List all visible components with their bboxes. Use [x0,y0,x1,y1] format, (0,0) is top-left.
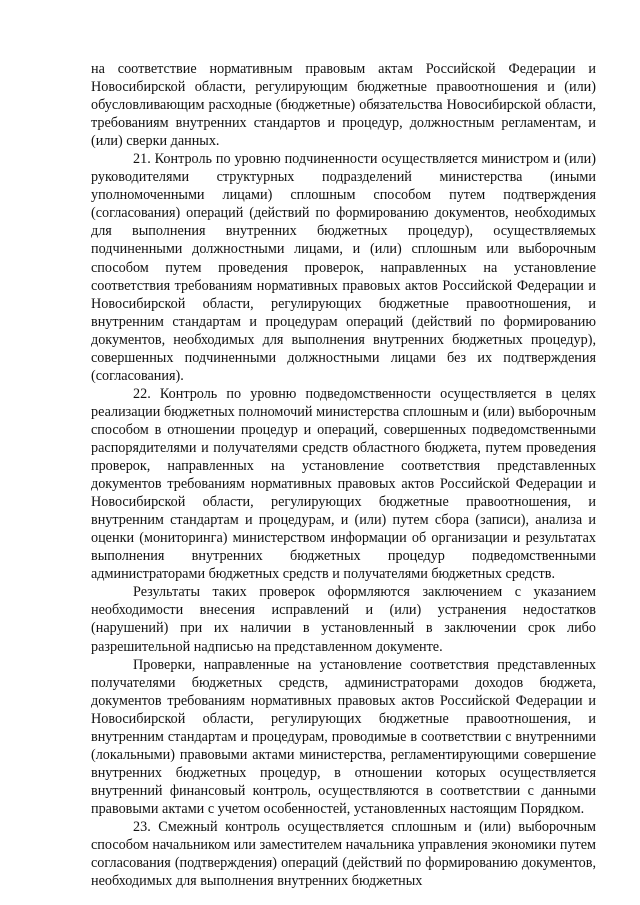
paragraph-21-subordination-control: 21. Контроль по уровню подчиненности осуществляется министром и (или) руководителями структурных подразделений министерства (иными уполномоченными лицами) сплошным способом путем подтверждения (согласования) операций (действий по формированию документов, необходимых для выполнения внутренних бюджетных процедур), осуществляемых подчиненными должностными лицами, и (или) сплошным или выборочным способом путем проведения проверок, направленных на установление соответствия требованиям нормативных правовых актов Российской Федерации и Новосибирской области, регулирующих бюджетные правоотношения, и внутренним стандартам и процедурам операций (действий по формированию документов, необходимых для выполнения внутренних бюджетных процедур), совершенных подчиненными должностными лицами без их подтверждения (согласования). [91,151,596,384]
paragraph-checks-compliance: Проверки, направленные на установление соответствия представленных получателями бюджетных средств, администраторами доходов бюджета, документов требованиям нормативных правовых актов Российской Федерации и Новосибирской области, регулирующих бюджетные правоотношения, и внутренним стандартам и процедурам, проводимые в соответствии с внутренними (локальными) правовыми актами министерства, регламентирующими совершение внутренних бюджетных процедур, в отношении которых осуществляется внутренний финансовый контроль, осуществляются в соответствии с данными правовыми актами с учетом особенностей, установленных настоящим Порядком. [91,656,596,817]
paragraph-check-results: Результаты таких проверок оформляются заключением с указанием необходимости внесения исправлений и (или) устранения недостатков (нарушений) при их наличии в установленный в заключении срок либо разрешительной надписью на представленном документе. [91,584,596,655]
paragraph-23-adjacent-control: 23. Смежный контроль осуществляется сплошным и (или) выборочным способом начальником или заместителем начальника управления экономики путем согласования (подтверждения) операций (действий по формированию документов, необходимых для выполнения внутренних бюджетных [91,818,596,890]
paragraph-continuation: на соответствие нормативным правовым актам Российской Федерации и Новосибирской области, регулирующим бюджетные правоотношения и (или) обусловливающим расходные (бюджетные) обязательства Новосибирской области, требованиям внутренних стандартов и процедур, должностным регламентам, и (или) сверки данных. [91,61,596,150]
document-page [91,60,596,890]
paragraph-22-departmental-control: 22. Контроль по уровню подведомственности осуществляется в целях реализации бюджетных полномочий министерства сплошным и (или) выборочным способом в отношении процедур и операций, совершенных подведомственными распорядителями и получателями средств областного бюджета, путем проведения проверок, направленных на установление соответствия представленных документов требованиям нормативных правовых актов Российской Федерации и Новосибирской области, регулирующих бюджетные правоотношения, и внутренним стандартам и процедурам, и (или) путем сбора (записи), анализа и оценки (мониторинга) министерством информации об организации и результатах выполнения внутренних бюджетных процедур подведомственными администраторами бюджетных средств и получателями бюджетных средств. [91,385,596,583]
